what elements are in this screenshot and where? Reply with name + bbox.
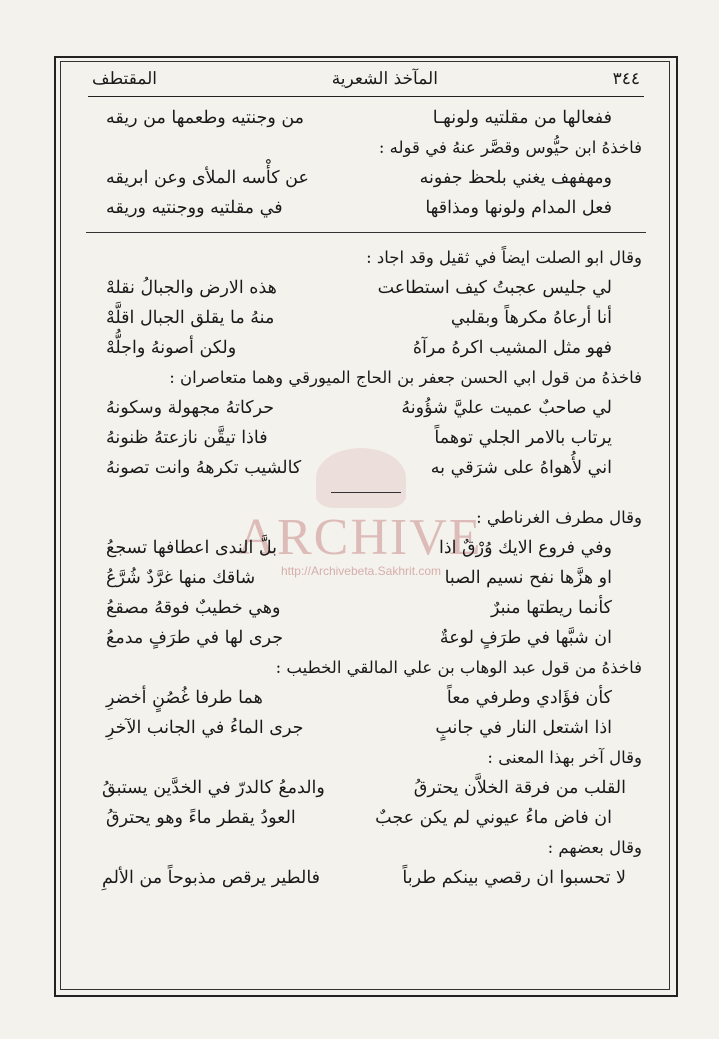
- verse-line: [86, 103, 646, 133]
- verse-first-hemistich: لي صاحبٌ عميت عليَّ شؤُونهُ: [401, 398, 612, 418]
- verse-first-hemistich: أنا أرعاهُ مكرهاً وبقلبي: [450, 308, 612, 328]
- intro-line: وقال بعضهم :: [547, 838, 642, 857]
- verse-second-hemistich: ولكن أصونهُ واجلُّهْ: [106, 338, 237, 358]
- poem-content: [86, 103, 646, 893]
- verse-second-hemistich: والدمعُ كالدرّ في الخدَّين يستبقُ: [102, 778, 325, 798]
- verse-first-hemistich: وفي فروع الايك وُرْقٌ اذا: [438, 538, 612, 558]
- section-divider: [86, 483, 646, 503]
- verse-line: [86, 333, 646, 363]
- header-rule: [88, 96, 644, 97]
- verse-first-hemistich: اذا اشتعل النار في جانبٍ: [435, 718, 612, 738]
- verse-second-hemistich: شاقك منها غرَّدٌ شُرَّعُ: [106, 568, 256, 588]
- verse-first-hemistich: اني لأُهواهُ على شرَقي به: [430, 458, 612, 478]
- watermark-url: http://Archivebeta.Sakhrit.com: [280, 564, 442, 578]
- verse-second-hemistich: في مقلتيه ووجنتيه وريقه: [106, 198, 283, 218]
- verse-line: [86, 273, 646, 303]
- verse-second-hemistich: فالطير يرقص مذبوحاً من الألمِ: [102, 868, 321, 888]
- section-divider: [86, 223, 646, 243]
- intro-line: فاخذهُ من قول عبد الوهاب بن علي المالقي الخطيب :: [275, 658, 642, 677]
- intro-line: وقال ابو الصلت ايضاً في ثقيل وقد اجاد :: [366, 248, 642, 267]
- verse-line: [86, 423, 646, 453]
- verse-second-hemistich: وهي خطيبٌ فوقهُ مصقعُ: [106, 598, 281, 618]
- page-number: ٣٤٤: [612, 69, 640, 89]
- verse-second-hemistich: جرى الماءُ في الجانب الآخرِ: [106, 718, 304, 738]
- verse-first-hemistich: ان شبَّها في طرَفٍ لوعةٌ: [439, 628, 612, 648]
- verse-second-hemistich: هما طرفا غُصُنٍ أخضرِ: [106, 688, 263, 708]
- verse-line: [86, 303, 646, 333]
- intro-line: وقال مطرف الغرناطي :: [476, 508, 642, 527]
- verse-line: [86, 163, 646, 193]
- verse-line: [86, 193, 646, 223]
- intro-line: فاخذهُ ابن حيُّوس وقصَّر عنهُ في قوله :: [378, 138, 642, 157]
- verse-first-hemistich: ان فاض ماءُ عيوني لم يكن عجبٌ: [375, 808, 612, 828]
- verse-second-hemistich: حركاتهُ مجهولة وسكونهُ: [106, 398, 275, 418]
- verse-first-hemistich: فعل المدام ولونها ومذاقها: [425, 198, 612, 218]
- intro-line: فاخذهُ من قول ابي الحسن جعفر بن الحاج الميورقي وهما متعاصران :: [169, 368, 642, 387]
- verse-line: [86, 713, 646, 743]
- verse-line: [86, 803, 646, 833]
- journal-name: المقتطف: [92, 69, 158, 89]
- verse-first-hemistich: ففعالها من مقلتيه ولونهـا: [432, 108, 612, 128]
- verse-first-hemistich: كأنما ريطتها منبرٌ: [490, 598, 612, 618]
- verse-second-hemistich: عن كأْسه الملأى وعن ابريقه: [106, 168, 309, 188]
- verse-first-hemistich: يرتاب بالامر الجلي توهماً: [434, 428, 612, 448]
- verse-line: [86, 773, 646, 803]
- verse-first-hemistich: لا تحسبوا ان رقصي بينكم طرباً: [402, 868, 626, 888]
- verse-first-hemistich: فهو مثل المشيب اكرهُ مرآهُ: [412, 338, 612, 358]
- running-title: المآخذ الشعرية: [331, 69, 438, 89]
- verse-first-hemistich: القلب من فرقة الخلاَّن يحترقُ: [413, 778, 626, 798]
- verse-line: [86, 533, 646, 563]
- page-header: [92, 66, 640, 92]
- verse-first-hemistich: او هزَّها نفح نسيم الصبا: [444, 568, 612, 588]
- verse-second-hemistich: منهُ ما يقلق الجبال اقلَّهْ: [106, 308, 275, 328]
- verse-first-hemistich: ومهفهف يغني بلحظ جفونه: [419, 168, 612, 188]
- verse-second-hemistich: من وجنتيه وطعمها من ريقه: [106, 108, 305, 128]
- verse-line: [86, 393, 646, 423]
- verse-line: [86, 563, 646, 593]
- verse-second-hemistich: بلَّ الندى اعطافها تسجعُ: [106, 538, 278, 558]
- verse-second-hemistich: هذه الارض والجبالُ نقلهْ: [106, 278, 277, 298]
- verse-second-hemistich: كالشيب تكرههُ وانت تصونهُ: [106, 458, 302, 478]
- verse-second-hemistich: العودُ يقطر ماءً وهو يحترقُ: [106, 808, 296, 828]
- verse-second-hemistich: جرى لها في طرَفٍ مدمعُ: [106, 628, 284, 648]
- intro-line: وقال آخر بهذا المعنى :: [487, 748, 642, 767]
- verse-line: [86, 863, 646, 893]
- watermark-text: ARCHIVE: [237, 509, 483, 566]
- verse-line: [86, 683, 646, 713]
- verse-line: [86, 593, 646, 623]
- verse-line: [86, 453, 646, 483]
- verse-line: [86, 623, 646, 653]
- verse-second-hemistich: فاذا تيقَّن نازعتهُ ظنونهُ: [106, 428, 268, 448]
- verse-first-hemistich: كأن فؤَادي وطرفي معاً: [446, 688, 612, 708]
- verse-first-hemistich: لي جليس عجبتُ كيف استطاعت: [377, 278, 612, 298]
